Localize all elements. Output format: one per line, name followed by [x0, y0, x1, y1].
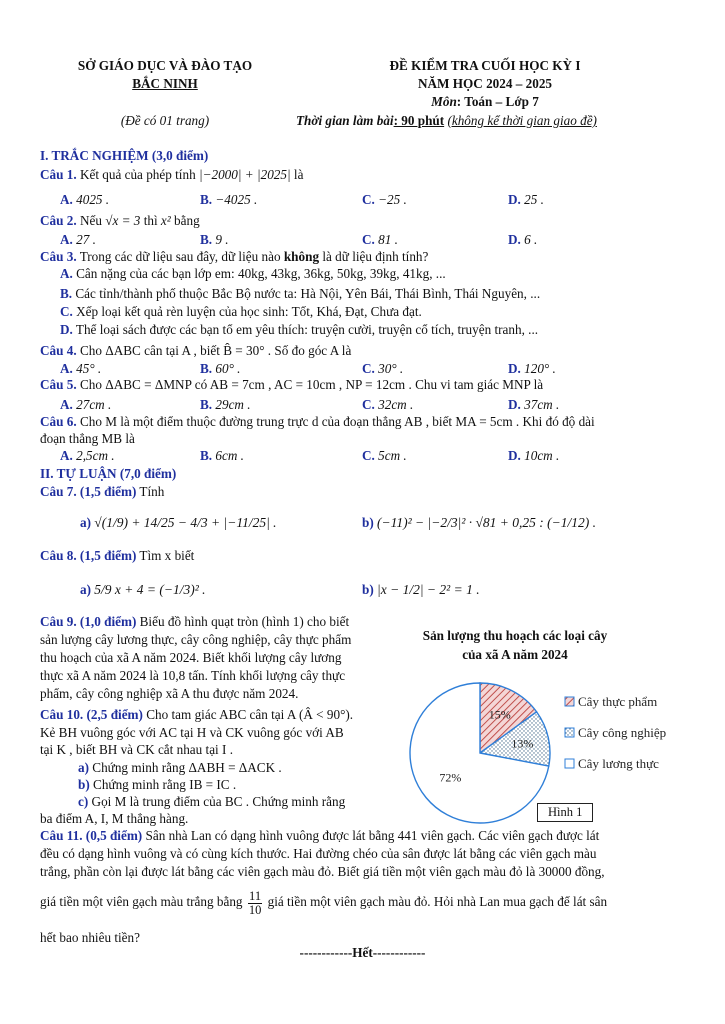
legend-label-1: Cây thực phẩm: [578, 694, 658, 709]
q8-a-expression: 5/9 x + 4 = (−1/3)² .: [94, 582, 206, 597]
pie-slice-label-3: 72%: [439, 770, 462, 785]
q7-a-expression: √(1/9) + 14/25 − 4/3 + |−11/25| .: [94, 515, 277, 530]
q9-line-5: phẩm, cây công nghiệp xã A thu được năm 2024.: [40, 686, 299, 701]
q6-text-line-2: đoạn thẳng MB là: [40, 431, 135, 446]
q5-option-c: C. 32cm .: [362, 397, 414, 412]
section-1-title: I. TRẮC NGHIỆM (3,0 điểm): [40, 148, 209, 163]
subject-value: : Toán – Lớp 7: [456, 94, 539, 109]
chart-subtitle: của xã A năm 2024: [462, 647, 568, 662]
legend-swatch-3: [565, 759, 574, 768]
q10-part-c-line-2: ba điểm A, I, M thẳng hàng.: [40, 811, 189, 826]
q6-option-c: C. 5cm .: [362, 448, 407, 463]
q8-part-a: [80, 582, 206, 598]
q6-option-a: A. 2,5cm .: [60, 448, 115, 463]
q1-option-a: A. 4025 .: [60, 192, 110, 207]
q4-option-a: A. 45° .: [60, 361, 102, 376]
department-name: SỞ GIÁO DỤC VÀ ĐÀO TẠO: [77, 58, 253, 73]
q4-label: Câu 4.: [40, 343, 77, 358]
q2-expression: √x = 3: [105, 213, 141, 228]
exam-title: ĐỀ KIỂM TRA CUỐI HỌC KỲ I: [389, 58, 581, 73]
q6-option-b: B. 6cm .: [200, 448, 244, 463]
q10-label: Câu 10. (2,5 điểm): [40, 707, 143, 722]
q8-a-label: a): [80, 582, 91, 597]
q1-option-c: C. −25 .: [362, 192, 407, 207]
q2-text: Nếu: [79, 213, 102, 228]
q1-option-d: D. 25 .: [508, 192, 544, 207]
end-marker: ------------Hết------------: [299, 945, 426, 960]
question-2: [40, 213, 200, 229]
q2-option-b: B. 9 .: [200, 232, 229, 247]
q10-text: Cho tam giác ABC cân tại A (Â < 90°).: [146, 707, 354, 722]
q11-text: Sân nhà Lan có dạng hình vuông được lát bằng 441 viên gạch. Các viên gạch được lát: [145, 828, 600, 843]
q2-text-mid: thì: [143, 213, 158, 228]
section-2-title: II. TỰ LUẬN (7,0 điểm): [40, 466, 177, 481]
q8-b-label: b): [362, 582, 374, 597]
q5-label: Câu 5.: [40, 377, 77, 392]
q7-b-label: b): [362, 515, 374, 530]
chart-title: Sản lượng thu hoạch các loại cây: [422, 628, 608, 643]
q2-label: Câu 2.: [40, 213, 77, 228]
q6-text: Cho M là một điểm thuộc đường trung trực d của đoạn thẳng AB , biết MA = 5cm . Khi đó độ dài: [79, 414, 595, 429]
q11-text-4a: giá tiền một viên gạch màu trắng bằng: [40, 894, 243, 910]
q1-expression: |−2000| + |2025|: [198, 167, 291, 182]
q11-line-1: [40, 828, 599, 844]
q4-option-c: C. 30° .: [362, 361, 404, 376]
q10-line-3: tại K , biết BH và CK cắt nhau tại I .: [40, 742, 234, 757]
q7-part-b: [362, 515, 596, 531]
time-note: (không kể thời gian giao đề): [447, 113, 597, 128]
q5-option-b: B. 29cm .: [200, 397, 251, 412]
question-1: [40, 167, 303, 183]
q11-fraction: $\frac{11}{10}$: [248, 889, 262, 917]
question-8: [40, 548, 194, 564]
q1-text: Kết quả của phép tính: [79, 167, 196, 182]
q11-text-4b: giá tiền một viên gạch màu đỏ. Hỏi nhà Lan mua gạch để lát sân: [267, 894, 608, 910]
q8-label: Câu 8. (1,5 điểm): [40, 548, 137, 563]
question-3: [40, 249, 428, 265]
q2-option-d: D. 6 .: [508, 232, 538, 247]
q7-text: Tính: [139, 484, 165, 499]
q4-option-d: D. 120° .: [508, 361, 556, 376]
pages-note: (Đề có 01 trang): [120, 113, 210, 128]
q8-part-b: [362, 582, 480, 598]
q7-label: Câu 7. (1,5 điểm): [40, 484, 137, 499]
q11-line-4: [40, 890, 607, 916]
q7-a-label: a): [80, 515, 91, 530]
q10-part-b: b) Chứng minh rằng IB = IC .: [78, 777, 237, 792]
q10-line-2: Kẻ BH vuông góc với AC tại H và CK vuông góc với AB: [40, 725, 344, 740]
q7-b-expression: (−11)² − |−2/3|² · √81 + 0,25 : (−1/12) .: [377, 515, 596, 530]
q9-label: Câu 9. (1,0 điểm): [40, 614, 137, 629]
q3-option-a: A. Cân nặng của các bạn lớp em: 40kg, 43kg, 36kg, 50kg, 39kg, 41kg, ...: [60, 266, 446, 281]
province-name: BẮC NINH: [132, 76, 198, 91]
q1-text-end: là: [293, 167, 304, 182]
figure-caption: Hình 1: [537, 803, 593, 822]
q2-text-end: bằng: [174, 213, 200, 228]
time-line: [296, 113, 597, 129]
q10-line-1: [40, 707, 353, 723]
q3-option-c: C. Xếp loại kết quả rèn luyện của học sinh: Tốt, Khá, Đạt, Chưa đạt.: [60, 304, 422, 319]
time-value: : 90 phút: [393, 113, 445, 128]
q9-line-2: sản lượng cây lương thực, cây công nghiệp, cây thực phẩm: [40, 632, 352, 647]
q5-option-d: D. 37cm .: [508, 397, 560, 412]
q9-line-1: [40, 614, 349, 630]
q6-option-d: D. 10cm .: [508, 448, 560, 463]
q4-option-b: B. 60° .: [200, 361, 241, 376]
q4-text: Cho ΔABC cân tại A , biết B̂ = 30° . Số đo góc A là: [79, 343, 352, 358]
q5-text: Cho ΔABC = ΔMNP có AB = 7cm , AC = 10cm , NP = 12cm . Chu vi tam giác MNP là: [79, 377, 544, 392]
q1-option-b: B. −4025 .: [200, 192, 258, 207]
q8-text: Tìm x biết: [139, 548, 195, 563]
q6-label: Câu 6.: [40, 414, 77, 429]
q9-text: Biểu đồ hình quạt tròn (hình 1) cho biết: [139, 614, 350, 629]
q3-option-d: D. Thể loại sách được các bạn tổ em yêu thích: truyện cười, truyện cổ tích, truyện tranh, ...: [60, 322, 539, 337]
q11-line-2: đều có dạng hình vuông và có cùng kích thước. Hai đường chéo của sân được lát bằng các viên gạch màu: [40, 846, 597, 861]
q2-option-c: C. 81 .: [362, 232, 398, 247]
q7-part-a: [80, 515, 277, 531]
legend-swatch-2: [565, 728, 574, 737]
q3-text-end: là dữ liệu định tính?: [322, 249, 429, 264]
time-label: Thời gian làm bài: [296, 113, 394, 128]
question-5: [40, 377, 543, 393]
legend-label-2: Cây công nghiệp: [578, 725, 667, 740]
subject-label: Môn: [431, 94, 457, 109]
subject-line: [340, 94, 630, 110]
q11-label: Câu 11. (0,5 điểm): [40, 828, 143, 843]
question-6: [40, 414, 595, 430]
question-4: [40, 343, 351, 359]
legend-swatch-1: [565, 697, 574, 706]
q11-line-5: hết bao nhiêu tiền?: [40, 930, 140, 945]
q9-line-3: thu hoạch của xã A năm 2024. Biết khối lượng cây lương: [40, 650, 342, 665]
pie-slice-label-1: 15%: [488, 707, 511, 722]
q10-part-c: c) Gọi M là trung điểm của BC . Chứng minh rằng: [78, 794, 346, 809]
q3-bold-word: không: [283, 249, 320, 264]
school-year: NĂM HỌC 2024 – 2025: [417, 76, 553, 91]
q5-option-a: A. 27cm .: [60, 397, 112, 412]
legend-label-3: Cây lương thực: [578, 756, 659, 771]
q1-label: Câu 1.: [40, 167, 77, 182]
question-7: [40, 484, 164, 500]
q3-label: Câu 3.: [40, 249, 77, 264]
q9-line-4: thực xã A năm 2024 là 10,8 tấn. Tính khối lượng cây thực: [40, 668, 346, 683]
q3-text: Trong các dữ liệu sau đây, dữ liệu nào: [79, 249, 281, 264]
pie-slice-label-2: 13%: [511, 736, 534, 751]
q10-part-a: a) Chứng minh rằng ΔABH = ΔACK .: [78, 760, 282, 775]
q11-line-3: trắng, phần còn lại được lát bằng các viên gạch màu đỏ. Biết giá tiền một viên gạch màu đỏ là 30000 đồng,: [40, 864, 605, 879]
q3-option-b: B. Các tỉnh/thành phố thuộc Bắc Bộ nước ta: Hà Nội, Yên Bái, Thái Bình, Thái Nguyên, ...: [60, 286, 541, 301]
q2-option-a: A. 27 .: [60, 232, 96, 247]
q2-expression-2: x²: [160, 213, 171, 228]
q8-b-expression: |x − 1/2| − 2² = 1 .: [377, 582, 480, 597]
